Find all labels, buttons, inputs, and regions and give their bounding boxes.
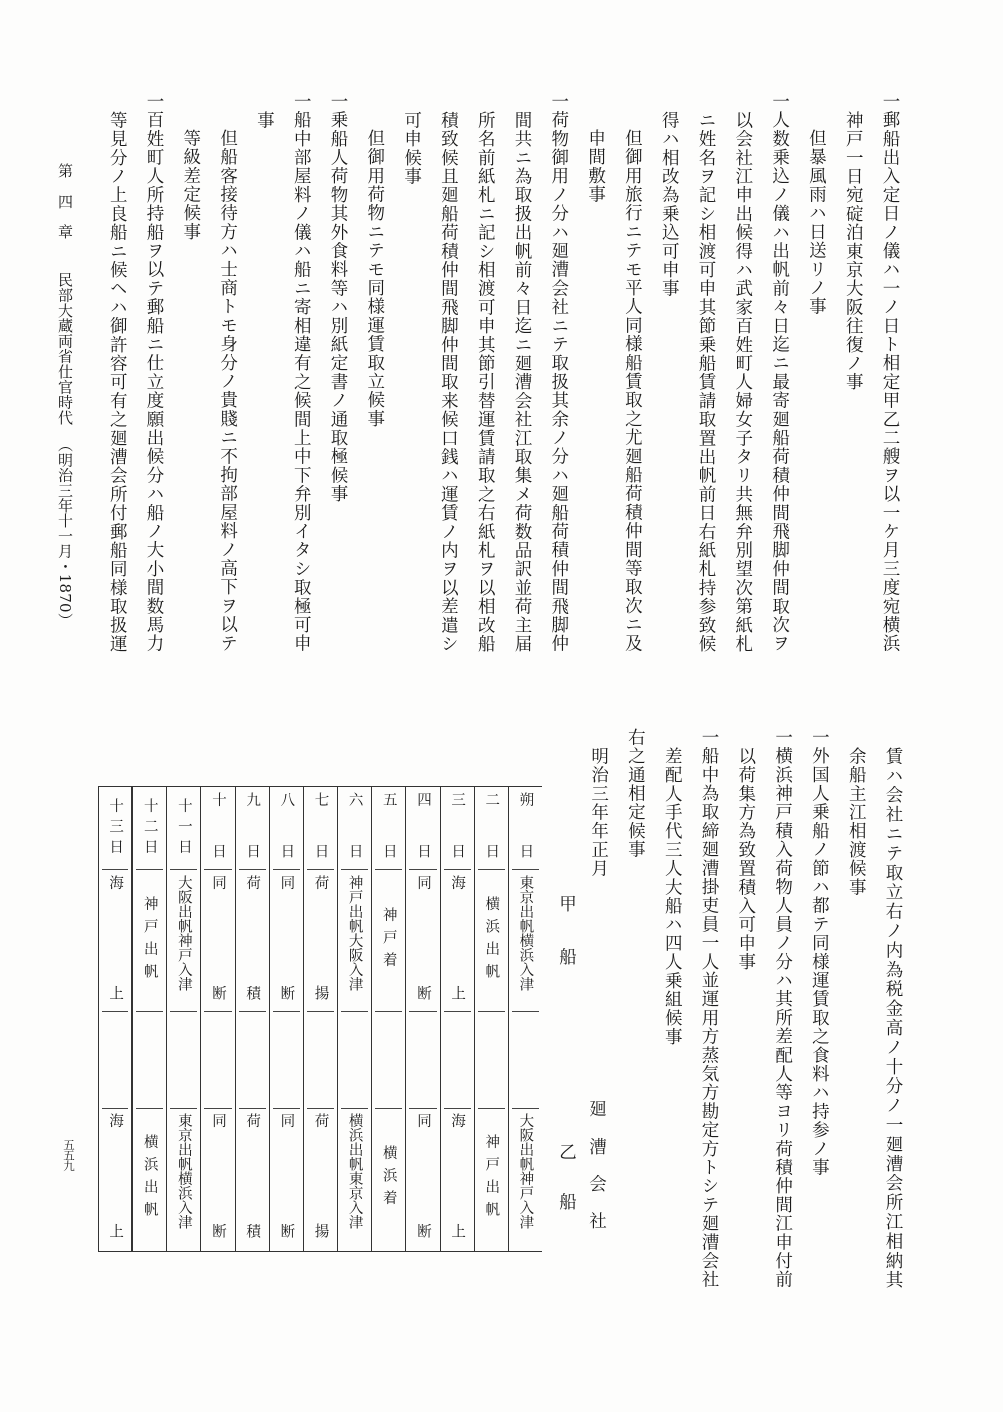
row-divider [136, 1108, 163, 1109]
ship-a-cell [133, 875, 166, 1007]
ship-b-cell [201, 1113, 234, 1334]
ship-a-label: 甲 [559, 895, 577, 915]
ship-schedule-table [98, 786, 542, 1334]
cell-text: 荷揚 [312, 875, 329, 1096]
signature-char: 廻 [589, 1100, 607, 1120]
schedule-column [98, 787, 132, 1334]
ship-b-cell [338, 1113, 371, 1245]
row-divider [170, 869, 197, 870]
cell-text: 横浜出帆東京入津 [346, 1113, 363, 1229]
ship-b-cell [509, 1113, 542, 1245]
ship-a-cell [475, 875, 508, 1007]
cell-text: 海上 [449, 875, 466, 1096]
row-divider [478, 1108, 505, 1109]
cell-text: 十二日 [141, 797, 158, 860]
text-line: 一横浜神戸積入荷物人員ノ分ハ其所差配人等ヨリ荷積仲間江申付前 [772, 728, 793, 1289]
ship-a-cell [167, 875, 200, 1007]
cell-text: 同断 [278, 875, 295, 1096]
day-cell [133, 792, 166, 865]
ship-b-cell [133, 1113, 166, 1245]
text-line: 但暴風雨ハ日送リノ事 [806, 129, 827, 317]
row-divider [170, 1011, 197, 1012]
schedule-column [405, 787, 439, 1334]
row-divider [409, 1108, 436, 1109]
text-line: 以会社江申出候得ハ武家百姓町人婦女子タリ共無弁別望次第紙札 [732, 110, 753, 653]
text-line: 等見分ノ上良船ニ候ヘハ御許容可有之廻漕会所付郵船同様取扱運 [107, 110, 128, 653]
row-divider [136, 1011, 163, 1012]
row-divider [512, 1011, 539, 1012]
chapter-char: 第 [56, 163, 74, 178]
row-divider [478, 869, 505, 870]
ship-a-cell [406, 875, 439, 1096]
row-divider [512, 1108, 539, 1109]
cell-text: 八日 [278, 792, 295, 895]
text-line: 賃ハ会社ニテ取立右ノ内為税金高ノ十分ノ一廻漕会所江相納其 [883, 746, 903, 1290]
ship-a-cell [270, 875, 303, 1096]
row-divider [239, 869, 266, 870]
row-divider [307, 1108, 334, 1109]
cell-text: 五日 [380, 792, 397, 895]
row-divider [136, 869, 163, 870]
cell-text: 荷積 [244, 875, 261, 1096]
cell-text: 大阪出帆神戸入津 [175, 875, 192, 991]
text-line: 間共ニ為取扱出帆前々日迄ニ廻漕会社江取集メ荷数品訳並荷主届 [512, 110, 532, 653]
chapter-title: 民部大蔵両省仕官時代 [56, 272, 74, 425]
text-line: 但御用旅行ニテモ平人同様船賃取之尤廻船荷積仲間等取次ニ及 [622, 129, 643, 653]
schedule-column [337, 787, 371, 1251]
text-line: 可申候事 [401, 110, 422, 186]
row-divider [375, 1108, 402, 1109]
cell-text: 同断 [210, 1113, 227, 1334]
schedule-column [440, 787, 474, 1334]
row-divider [307, 1011, 334, 1012]
signature-char: 会 [589, 1175, 607, 1195]
cell-text: 同断 [278, 1113, 295, 1334]
schedule-column [200, 787, 234, 1334]
cell-text: 神戸出帆大阪入津 [346, 875, 363, 991]
ship-a-cell [99, 875, 131, 1096]
text-line: 一郵船出入定日ノ儀ハ一ノ日ト相定甲乙二艘ヲ以一ケ月三度宛横浜 [880, 92, 900, 653]
cell-text: 六日 [346, 792, 363, 895]
ship-b-cell [406, 1113, 439, 1334]
ship-a-cell [236, 875, 269, 1096]
ship-b-cell [372, 1113, 405, 1245]
row-divider [409, 869, 436, 870]
day-cell [99, 792, 131, 865]
ship-a-label: 船 [559, 948, 577, 968]
signature-char: 漕 [589, 1138, 607, 1158]
schedule-column [132, 787, 166, 1251]
text-line: 一船中為取締廻漕掛吏員一人並運用方蒸気方勘定方トシテ廻漕会社 [699, 728, 719, 1289]
row-divider [204, 869, 231, 870]
cell-text: 東京出帆横浜入津 [517, 875, 534, 991]
schedule-column [474, 787, 508, 1251]
row-divider [204, 1108, 231, 1109]
text-line: 申間敷事 [585, 129, 606, 205]
day-cell [270, 792, 303, 895]
ship-b-cell [99, 1113, 131, 1334]
text-line: 一乗船人荷物其外食料等ハ別紙定書ノ通取極候事 [328, 92, 348, 504]
cell-text: 七日 [312, 792, 329, 895]
ship-a-cell [441, 875, 474, 1096]
row-divider [444, 869, 471, 870]
cell-text: 十日 [210, 792, 227, 895]
text-line: ニ姓名ヲ記シ相渡可申其節乗船賃請取置出帆前日右紙札持参致候 [696, 110, 716, 653]
day-cell [475, 792, 508, 895]
cell-text: 横浜着 [380, 1145, 397, 1213]
schedule-column [166, 787, 200, 1251]
ship-b-cell [475, 1113, 508, 1245]
text-line: 但船客接待方ハ士商トモ身分ノ貴賤ニ不拘部屋料ノ高下ヲ以テ [217, 129, 238, 653]
ship-b-cell [270, 1113, 303, 1334]
cell-text: 神戸出帆 [483, 1134, 500, 1224]
text-line: 事 [254, 110, 275, 130]
text-line: 但御用荷物ニテモ同様運賃取立候事 [364, 129, 385, 429]
ship-b-label: 乙 [559, 1143, 577, 1163]
ship-a-cell [509, 875, 542, 1007]
row-divider [307, 869, 334, 870]
row-divider [239, 1011, 266, 1012]
cell-text: 十一日 [175, 797, 192, 860]
cell-text: 荷積 [244, 1113, 261, 1334]
row-divider [444, 1011, 471, 1012]
row-divider [341, 869, 368, 870]
cell-text: 横浜出帆 [141, 1134, 158, 1224]
text-line: 一船中部屋料ノ儀ハ船ニ寄相違有之候間上中下弁別イタシ取極可申 [291, 92, 312, 653]
day-cell [509, 792, 542, 895]
day-cell [372, 792, 405, 895]
row-divider [273, 1108, 300, 1109]
chapter-char: 章 [56, 224, 74, 239]
cell-text: 二日 [483, 792, 500, 895]
text-line: 以荷集方為致置積入可申事 [735, 746, 756, 972]
cell-text: 海上 [107, 1113, 124, 1334]
signature-char: 社 [589, 1212, 607, 1232]
ship-a-cell [372, 875, 405, 1007]
cell-text: 神戸着 [380, 907, 397, 975]
day-cell [167, 792, 200, 865]
text-line: 所名前紙札ニ記シ相渡可申其節引替運賃請取之右紙札ヲ以相改船 [475, 110, 496, 653]
ship-b-label: 船 [559, 1193, 577, 1213]
row-divider [341, 1011, 368, 1012]
page-number: 五五九 [62, 1139, 76, 1171]
cell-text: 朔日 [517, 792, 534, 895]
row-divider [444, 1108, 471, 1109]
text-line: 明治三年年正月 [588, 746, 609, 878]
day-cell [441, 792, 474, 895]
ship-a-cell [201, 875, 234, 1096]
cell-text: 荷揚 [312, 1113, 329, 1334]
ship-b-cell [236, 1113, 269, 1334]
schedule-column [508, 787, 542, 1251]
text-line: 得ハ相改為乗込可申事 [659, 110, 680, 298]
day-cell [338, 792, 371, 895]
cell-text: 三日 [449, 792, 466, 895]
day-cell [406, 792, 439, 895]
text-line: 余船主江相渡候事 [846, 746, 867, 897]
row-divider [102, 869, 128, 870]
ship-b-cell [167, 1113, 200, 1245]
ship-a-cell [304, 875, 337, 1096]
row-divider [102, 1108, 128, 1109]
row-divider [341, 1108, 368, 1109]
row-divider [512, 869, 539, 870]
row-divider [170, 1108, 197, 1109]
schedule-column [303, 787, 337, 1334]
day-cell [236, 792, 269, 895]
schedule-column [269, 787, 303, 1334]
schedule-column [235, 787, 269, 1334]
text-line: 等級差定候事 [180, 129, 201, 242]
cell-text: 海上 [107, 875, 124, 1096]
schedule-column [371, 787, 405, 1251]
cell-text: 海上 [449, 1113, 466, 1334]
row-divider [409, 1011, 436, 1012]
cell-text: 九日 [244, 792, 261, 895]
cell-text: 横浜出帆 [483, 896, 500, 986]
text-line: 一人数乗込ノ儀ハ出帆前々日迄ニ最寄廻船荷積仲間飛脚仲間取次ヲ [769, 92, 790, 653]
row-divider [375, 1011, 402, 1012]
ship-b-cell [441, 1113, 474, 1334]
row-divider [204, 1011, 231, 1012]
text-line: 一外国人乗船ノ節ハ都テ同様運賃取之食料ハ持参ノ事 [809, 728, 830, 1177]
cell-text: 東京出帆横浜入津 [175, 1113, 192, 1229]
cell-text: 同断 [414, 875, 431, 1096]
row-divider [273, 869, 300, 870]
text-line: 積致候且廻船荷積仲間飛脚仲間取来候口銭ハ運賃ノ内ヲ以差遣シ [438, 110, 459, 653]
text-line: 右之通相定候事 [625, 728, 646, 859]
text-line: 一百姓町人所持船ヲ以テ郵船ニ仕立度願出候分ハ船ノ大小間数馬力 [144, 92, 164, 653]
row-divider [239, 1108, 266, 1109]
ship-b-cell [304, 1113, 337, 1334]
day-cell [201, 792, 234, 895]
row-divider [102, 1011, 128, 1012]
cell-text: 同断 [210, 875, 227, 1096]
cell-text: 十三日 [107, 797, 124, 860]
day-cell [304, 792, 337, 895]
chapter-date: （明治三年十一月・1870） [56, 437, 74, 628]
row-divider [375, 869, 402, 870]
cell-text: 神戸出帆 [141, 896, 158, 986]
cell-text: 同断 [414, 1113, 431, 1334]
row-divider [273, 1011, 300, 1012]
cell-text: 大阪出帆神戸入津 [517, 1113, 534, 1229]
text-line: 一荷物御用ノ分ハ廻漕会社ニテ取扱其余ノ分ハ廻船荷積仲間飛脚仲 [548, 92, 569, 653]
text-line: 差配人手代三人大船ハ四人乗組候事 [662, 746, 683, 1046]
text-line: 神戸一日宛碇泊東京大阪往復ノ事 [843, 110, 864, 392]
ship-a-cell [338, 875, 371, 1007]
cell-text: 四日 [414, 792, 431, 895]
row-divider [478, 1011, 505, 1012]
chapter-char: 四 [56, 194, 74, 209]
